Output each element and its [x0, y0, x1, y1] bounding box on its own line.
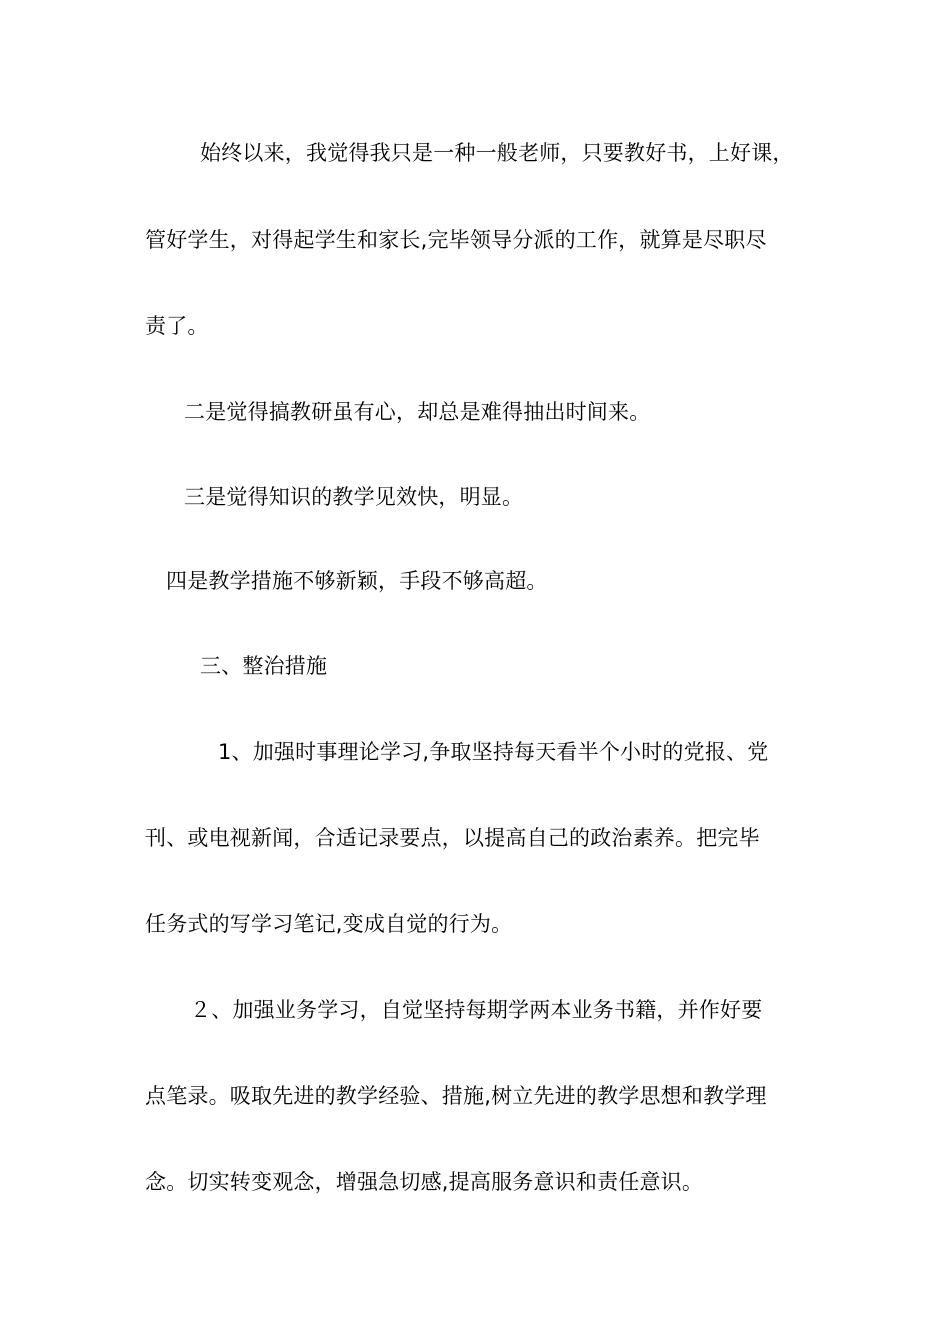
item-2-line-1: ２、加强业务学习，自觉坚持每期学两本业务书籍，并作好要 — [190, 998, 763, 1022]
item-1-line-1: 1、加强时事理论学习,争取坚持每天看半个小时的党报、党 — [218, 740, 769, 764]
paragraph-4: 四是教学措施不够新颖，手段不够高超。 — [166, 569, 548, 593]
section-heading: 三、整治措施 — [200, 654, 328, 678]
item-1-line-3: 任务式的写学习笔记,变成自觉的行为。 — [145, 912, 513, 936]
paragraph-1-line-3: 责了。 — [145, 314, 209, 338]
paragraph-1-line-2: 管好学生，对得起学生和家长,完毕领导分派的工作，就算是尽职尽 — [145, 228, 767, 252]
item-2-line-3: 念。切实转变观念，增强急切感,提高服务意识和责任意识。 — [145, 1170, 704, 1194]
paragraph-3: 三是觉得知识的教学见效快，明显。 — [184, 485, 524, 509]
paragraph-2: 二是觉得搞教研虽有心，却总是难得抽出时间来。 — [184, 400, 651, 424]
item-2-line-2: 点笔录。吸取先进的教学经验、措施,树立先进的教学思想和教学理 — [145, 1084, 767, 1108]
item-1-line-2: 刊、或电视新闻，合适记录要点，以提高自己的政治素养。把完毕 — [145, 826, 760, 850]
paragraph-1-line-1: 始终以来，我觉得我只是一种一般老师，只要教好书，上好课， — [200, 141, 794, 165]
